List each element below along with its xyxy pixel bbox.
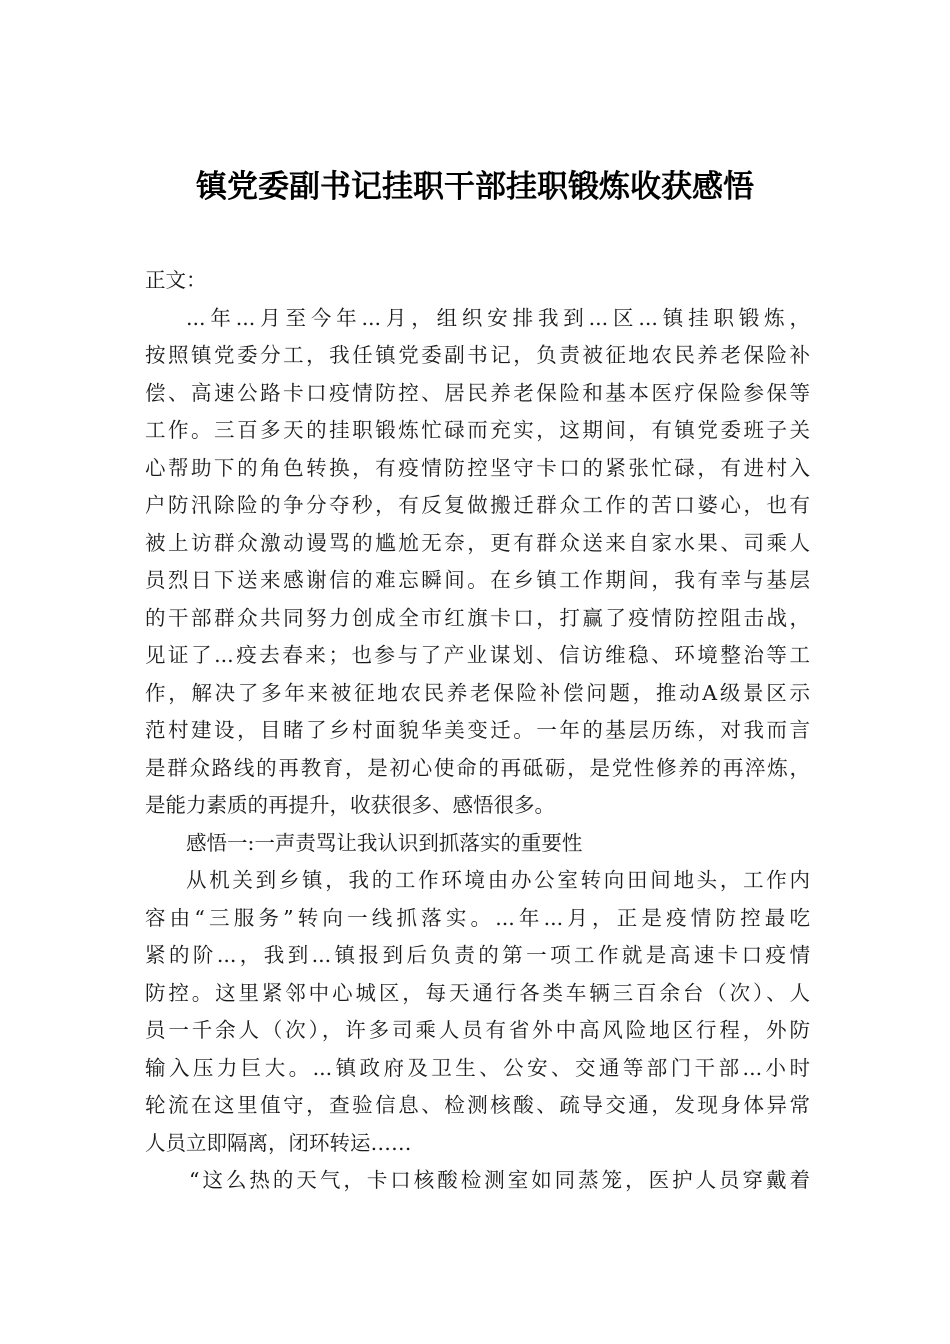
paragraph-line: 员烈日下送来感谢信的难忘瞬间。在乡镇工作期间，我有幸与基层 — [145, 568, 810, 592]
document-title: 镇党委副书记挂职干部挂职锻炼收获感悟 — [196, 169, 754, 205]
paragraph-line: 的干部群众共同努力创成全市红旗卡口，打赢了疫情防控阻击战， — [145, 605, 810, 630]
paragraph-line: 防控。这里紧邻中心城区，每天通行各类车辆三百余台（次）、人 — [145, 980, 810, 1005]
paragraph-line: 输入压力巨大。...镇政府及卫生、公安、交通等部门干部...小时 — [145, 1055, 810, 1080]
paragraph-line: 心帮助下的角色转换，有疫情防控坚守卡口的紧张忙碌，有进村入 — [145, 455, 810, 480]
paragraph-line: 是能力素质的再提升，收获很多、感悟很多。 — [145, 793, 555, 817]
paragraph-line: 被上访群众激动谩骂的尴尬无奈，更有群众送来自家水果、司乘人 — [145, 530, 810, 555]
paragraph-line: ...年...月至今年...月，组织安排我到...区...镇挂职锻炼， — [186, 305, 810, 330]
paragraph-line: 是群众路线的再教育，是初心使命的再砥砺，是党性修养的再淬炼， — [145, 755, 810, 780]
paragraph-line: 轮流在这里值守，查验信息、检测核酸、疏导交通，发现身体异常 — [145, 1093, 810, 1117]
paragraph-line: 工作。三百多天的挂职锻炼忙碌而充实，这期间，有镇党委班子关 — [145, 418, 810, 442]
paragraph-line: 人员立即隔离，闭环转运…… — [145, 1130, 412, 1155]
paragraph-line: 容由“三服务”转向一线抓落实。...年...月，正是疫情防控最吃 — [145, 905, 810, 930]
paragraph-line: 紧的阶...，我到...镇报到后负责的第一项工作就是高速卡口疫情 — [145, 943, 810, 967]
paragraph-line: 偿、高速公路卡口疫情防控、居民养老保险和基本医疗保险参保等 — [145, 380, 810, 405]
paragraph-line: 见证了...疫去春来；也参与了产业谋划、信访维稳、环境整治等工 — [145, 643, 810, 667]
document-body — [145, 262, 810, 1200]
section-heading: 感悟一:一声责骂让我认识到抓落实的重要性 — [186, 830, 583, 855]
paragraph-line: 员一千余人（次），许多司乘人员有省外中高风险地区行程，外防 — [145, 1018, 810, 1042]
paragraph-line: 作，解决了多年来被征地农民养老保险补偿问题，推动A级景区示 — [145, 680, 810, 705]
paragraph-line: 从机关到乡镇，我的工作环境由办公室转向田间地头，工作内 — [186, 868, 810, 892]
paragraph-line: 按照镇党委分工，我任镇党委副书记，负责被征地农民养老保险补 — [145, 343, 810, 367]
paragraph-line: 户防汛除险的争分夺秒，有反复做搬迁群众工作的苦口婆心，也有 — [145, 493, 810, 517]
paragraph-line: 范村建设，目睹了乡村面貌华美变迁。一年的基层历练，对我而言 — [145, 718, 810, 742]
body-label: 正文： — [145, 268, 207, 292]
paragraph-line: “这么热的天气，卡口核酸检测室如同蒸笼，医护人员穿戴着 — [189, 1168, 810, 1192]
